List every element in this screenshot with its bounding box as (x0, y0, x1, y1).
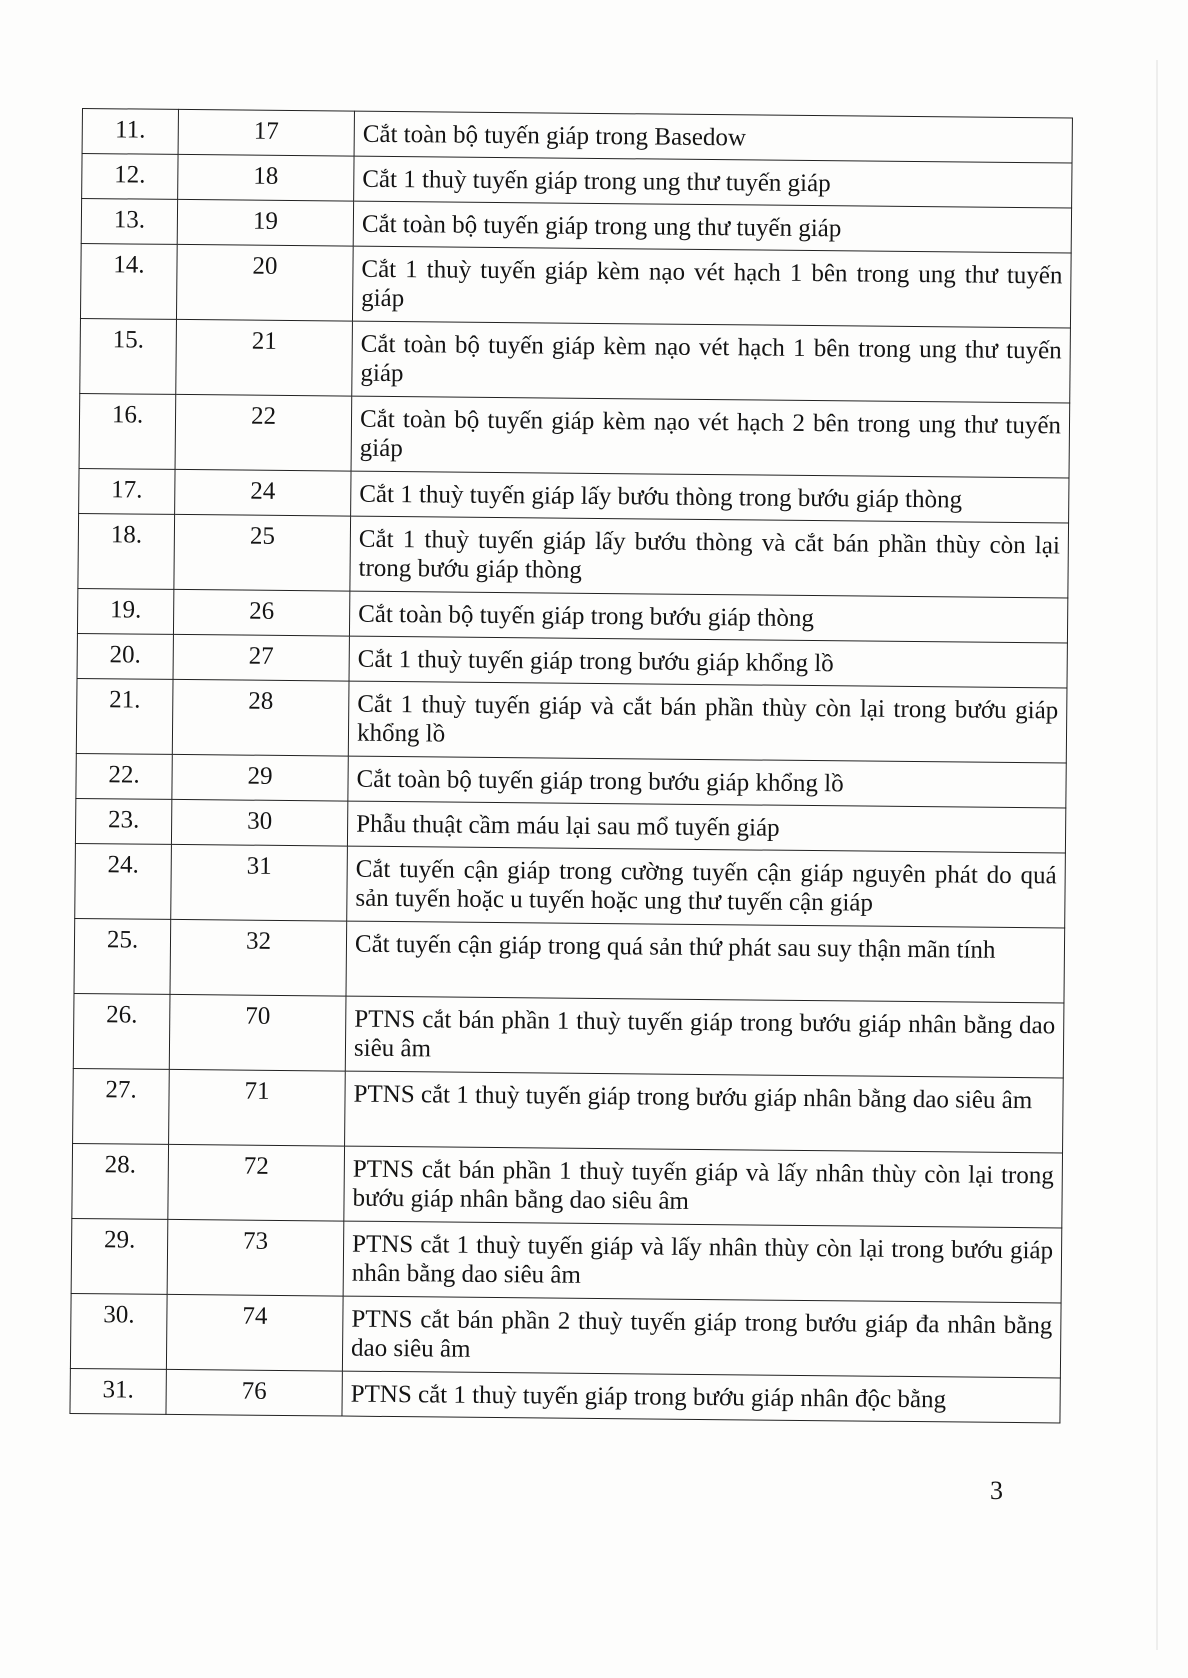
procedure-code: 26 (173, 589, 349, 636)
procedure-name: Cắt 1 thuỳ tuyến giáp trong ung thư tuyến giáp (354, 156, 1072, 208)
table-row (71, 1218, 1062, 1302)
table-row (76, 678, 1067, 762)
procedure-code: 20 (176, 244, 353, 321)
row-index: 16. (79, 393, 176, 469)
row-index: 28. (72, 1143, 169, 1219)
procedure-name: Cắt 1 thuỳ tuyến giáp trong bướu giáp khổng lồ (349, 636, 1067, 688)
table-row (73, 993, 1064, 1077)
procedure-code: 32 (170, 919, 347, 996)
procedure-code: 76 (166, 1369, 342, 1416)
procedure-name: Phẫu thuật cầm máu lại sau mổ tuyến giáp (347, 801, 1065, 853)
procedure-name: Cắt toàn bộ tuyến giáp trong bướu giáp khổng lồ (348, 756, 1066, 808)
table-row (70, 1293, 1061, 1377)
procedure-name: Cắt 1 thuỳ tuyến giáp và cắt bán phần thùy còn lại trong bướu giáp khổng lồ (348, 681, 1067, 763)
procedure-code: 27 (173, 634, 349, 681)
procedure-name: Cắt tuyến cận giáp trong cường tuyến cận giáp nguyên phát do quá sản tuyến hoặc u tuyến hoặc ung thư tuyến cận giáp (347, 846, 1066, 928)
row-index: 20. (77, 633, 173, 679)
row-index: 15. (80, 318, 177, 394)
procedure-name: PTNS cắt 1 thuỳ tuyến giáp trong bướu giáp nhân bằng dao siêu âm (345, 1071, 1064, 1153)
row-index: 11. (82, 109, 178, 155)
procedure-code: 21 (176, 319, 353, 396)
procedure-code: 18 (178, 154, 354, 201)
procedure-name: Cắt toàn bộ tuyến giáp trong bướu giáp thòng (349, 591, 1067, 643)
procedure-code: 71 (169, 1069, 346, 1146)
table-row (73, 1068, 1064, 1152)
row-index: 12. (82, 154, 178, 200)
row-index: 21. (76, 678, 173, 754)
procedure-name: Cắt 1 thuỳ tuyến giáp lấy bướu thòng trong bướu giáp thòng (351, 471, 1069, 523)
procedure-table-container (69, 108, 1071, 1423)
row-index: 17. (79, 468, 175, 514)
procedure-code: 31 (171, 844, 348, 921)
row-index: 24. (75, 843, 172, 919)
procedure-code: 30 (171, 799, 347, 846)
procedure-code: 29 (172, 754, 348, 801)
procedure-name: PTNS cắt bán phần 2 thuỳ tuyến giáp trong bướu giáp đa nhân bằng dao siêu âm (342, 1296, 1061, 1378)
scan-edge-shadow (1156, 60, 1158, 1650)
procedure-name: Cắt tuyến cận giáp trong quá sản thứ phát sau suy thận mãn tính (346, 921, 1065, 1003)
table-row (74, 918, 1065, 1002)
procedure-name: Cắt 1 thuỳ tuyến giáp lấy bướu thòng và cắt bán phần thùy còn lại trong bướu giáp thòng (350, 516, 1069, 598)
procedure-code: 74 (166, 1294, 343, 1371)
row-index: 31. (70, 1368, 166, 1414)
procedure-code: 28 (172, 679, 349, 756)
procedure-code: 19 (177, 199, 353, 246)
table-row (80, 318, 1071, 402)
procedure-name: PTNS cắt bán phần 1 thuỳ tuyến giáp trong bướu giáp nhân bằng dao siêu âm (345, 996, 1064, 1078)
procedure-name: Cắt toàn bộ tuyến giáp trong ung thư tuyến giáp (353, 201, 1071, 253)
row-index: 23. (75, 798, 171, 844)
row-index: 14. (80, 243, 177, 319)
row-index: 26. (73, 993, 170, 1069)
table-row (78, 513, 1069, 597)
row-index: 18. (78, 513, 175, 589)
row-index: 19. (77, 588, 173, 634)
procedure-name: Cắt toàn bộ tuyến giáp trong Basedow (354, 111, 1072, 163)
row-index: 27. (73, 1068, 170, 1144)
row-index: 22. (76, 753, 172, 799)
procedure-name: PTNS cắt bán phần 1 thuỳ tuyến giáp và lấy nhân thùy còn lại trong bướu giáp nhân bằng dao siêu âm (344, 1146, 1063, 1228)
page-number: 3 (990, 1476, 1003, 1505)
procedure-name: PTNS cắt 1 thuỳ tuyến giáp và lấy nhân thùy còn lại trong bướu giáp nhân bằng dao siêu âm (343, 1221, 1062, 1303)
procedure-code: 25 (174, 514, 351, 591)
row-index: 25. (74, 918, 171, 994)
row-index: 30. (70, 1293, 167, 1369)
procedure-code: 17 (178, 109, 354, 156)
table-row (75, 843, 1066, 927)
table-row (72, 1143, 1063, 1227)
procedure-name: Cắt toàn bộ tuyến giáp kèm nạo vét hạch 2 bên trong ung thư tuyến giáp (351, 396, 1070, 478)
procedure-code: 73 (167, 1219, 344, 1296)
procedure-code: 22 (175, 394, 352, 471)
table-row (80, 243, 1071, 327)
procedure-code: 72 (168, 1144, 345, 1221)
procedure-name: Cắt 1 thuỳ tuyến giáp kèm nạo vét hạch 1 bên trong ung thư tuyến giáp (352, 246, 1071, 328)
procedure-table (69, 108, 1072, 1423)
table-row (79, 393, 1070, 477)
row-index: 13. (81, 199, 177, 245)
procedure-code: 24 (175, 469, 351, 516)
procedure-name: PTNS cắt 1 thuỳ tuyến giáp trong bướu giáp nhân độc bằng (342, 1371, 1060, 1423)
row-index: 29. (71, 1218, 168, 1294)
procedure-name: Cắt toàn bộ tuyến giáp kèm nạo vét hạch 1 bên trong ung thư tuyến giáp (352, 321, 1071, 403)
table-row (70, 1368, 1060, 1423)
procedure-code: 70 (169, 994, 346, 1071)
